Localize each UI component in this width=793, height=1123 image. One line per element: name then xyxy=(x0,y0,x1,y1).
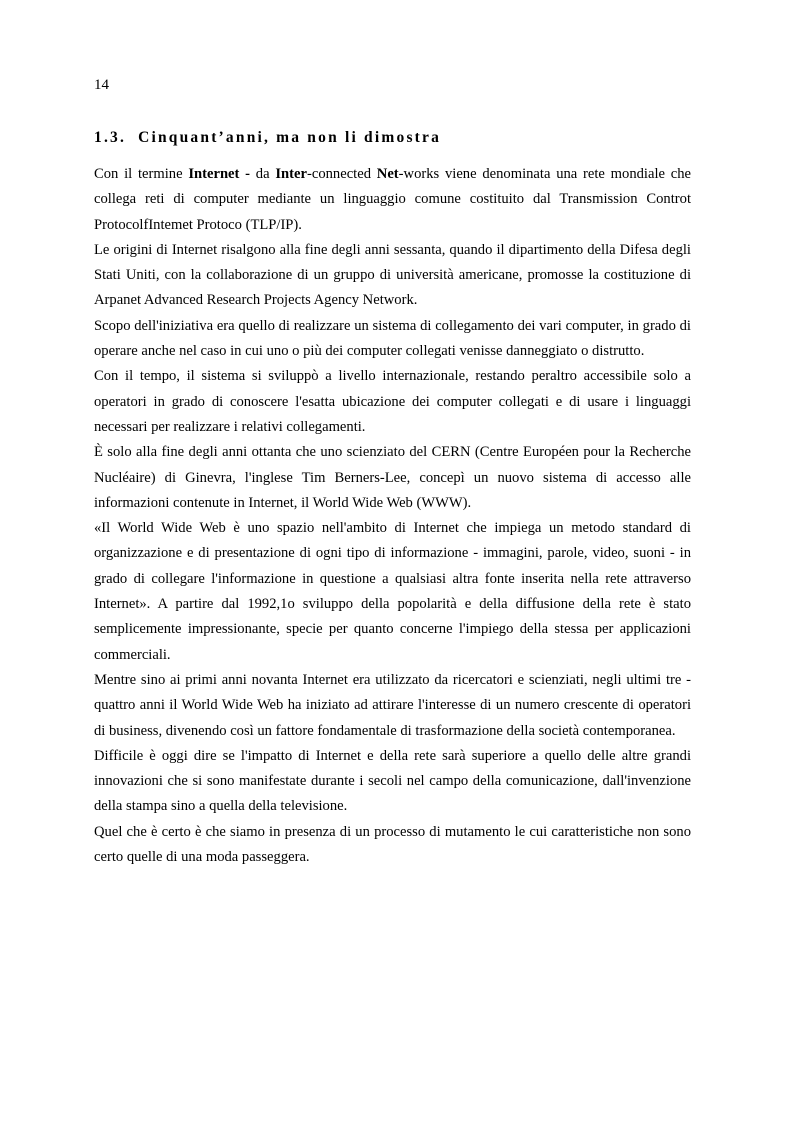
section-title: Cinquant’anni, ma non li dimostra xyxy=(138,129,442,146)
paragraph-purpose: Scopo dell'iniziativa era quello di realizzare un sistema di collegamento dei vari computer, in grado di operare anche nel caso in cui uno o più dei computer collegati venisse danneggiato o distrutto. xyxy=(94,317,691,360)
paragraph-development: Con il tempo, il sistema si sviluppò a livello internazionale, restando peraltro accessibile solo a operatori in grado di conoscere l'esatta ubicazione dei computer collegati e di usare i linguaggi necessari per realizzare i relativi collegamenti. xyxy=(94,368,691,435)
bold-term-net: Net xyxy=(376,166,399,182)
text-run: -works viene denominata una rete mondiale che collega reti di computer mediante un linguaggio comune costituito dal Transmission Controt ProtocolfIntemet Protoco (TLP/IP). xyxy=(94,166,692,233)
text-run: Con il termine xyxy=(94,166,189,182)
section-number: 1.3. xyxy=(94,129,127,146)
section-heading xyxy=(94,128,441,148)
bold-term-inter: Inter xyxy=(275,166,307,182)
body-text xyxy=(94,162,691,870)
paragraph-internet-definition xyxy=(94,162,691,238)
text-run: -connected xyxy=(306,166,377,182)
text-run: da xyxy=(250,166,276,182)
page-number: 14 xyxy=(94,77,109,93)
paragraph-conclusion: Quel che è certo è che siamo in presenza di un processo di mutamento le cui caratteristiche non sono certo quelle di una moda passeggera. xyxy=(94,823,691,866)
paragraph-www-quote: «Il World Wide Web è uno spazio nell'ambito di Internet che impiega un metodo standard di organizzazione e di presentazione di ogni tipo di informazione - immagini, parole, video, suoni - in grado di collegare l'informazione in questione a qualsiasi altra fonte inserita nella rete attraverso Internet». A partire dal 1992,1o sviluppo della popolarità e della diffusione della rete è stato semplicemente impressionante, specie per quanto concerne l'impiego della stessa per applicazioni commerciali. xyxy=(94,520,691,663)
paragraph-cern: È solo alla fine degli anni ottanta che uno scienziato del CERN (Centre Européen pour la Recherche Nucléaire) di Ginevra, l'inglese Tim Berners-Lee, concepì un nuovo sistema di accesso alle informazioni contenute in Internet, il World Wide Web (WWW). xyxy=(94,444,691,511)
paragraph-impact: Difficile è oggi dire se l'impatto di Internet e della rete sarà superiore a quello delle altre grandi innovazioni che si sono manifestate durante i secoli nel campo della comunicazione, dall'invenzione della stampa sino a quella della televisione. xyxy=(94,747,691,815)
paragraph-business: Mentre sino ai primi anni novanta Internet era utilizzato da ricercatori e scienziati, negli ultimi tre - quattro anni il World Wide Web ha iniziato ad attirare l'interesse di un numero crescente di operatori di business, divenendo così un fattore fondamentale di trasformazione della società contemporanea. xyxy=(94,671,691,739)
paragraph-origins: Le origini di Internet risalgono alla fine degli anni sessanta, quando il dipartimento della Difesa degli Stati Uniti, con la collaborazione di un gruppo di università americane, promosse la costituzione di Arpanet Advanced Research Projects Agency Network. xyxy=(94,241,691,309)
bold-term-internet: Internet - xyxy=(188,166,251,182)
